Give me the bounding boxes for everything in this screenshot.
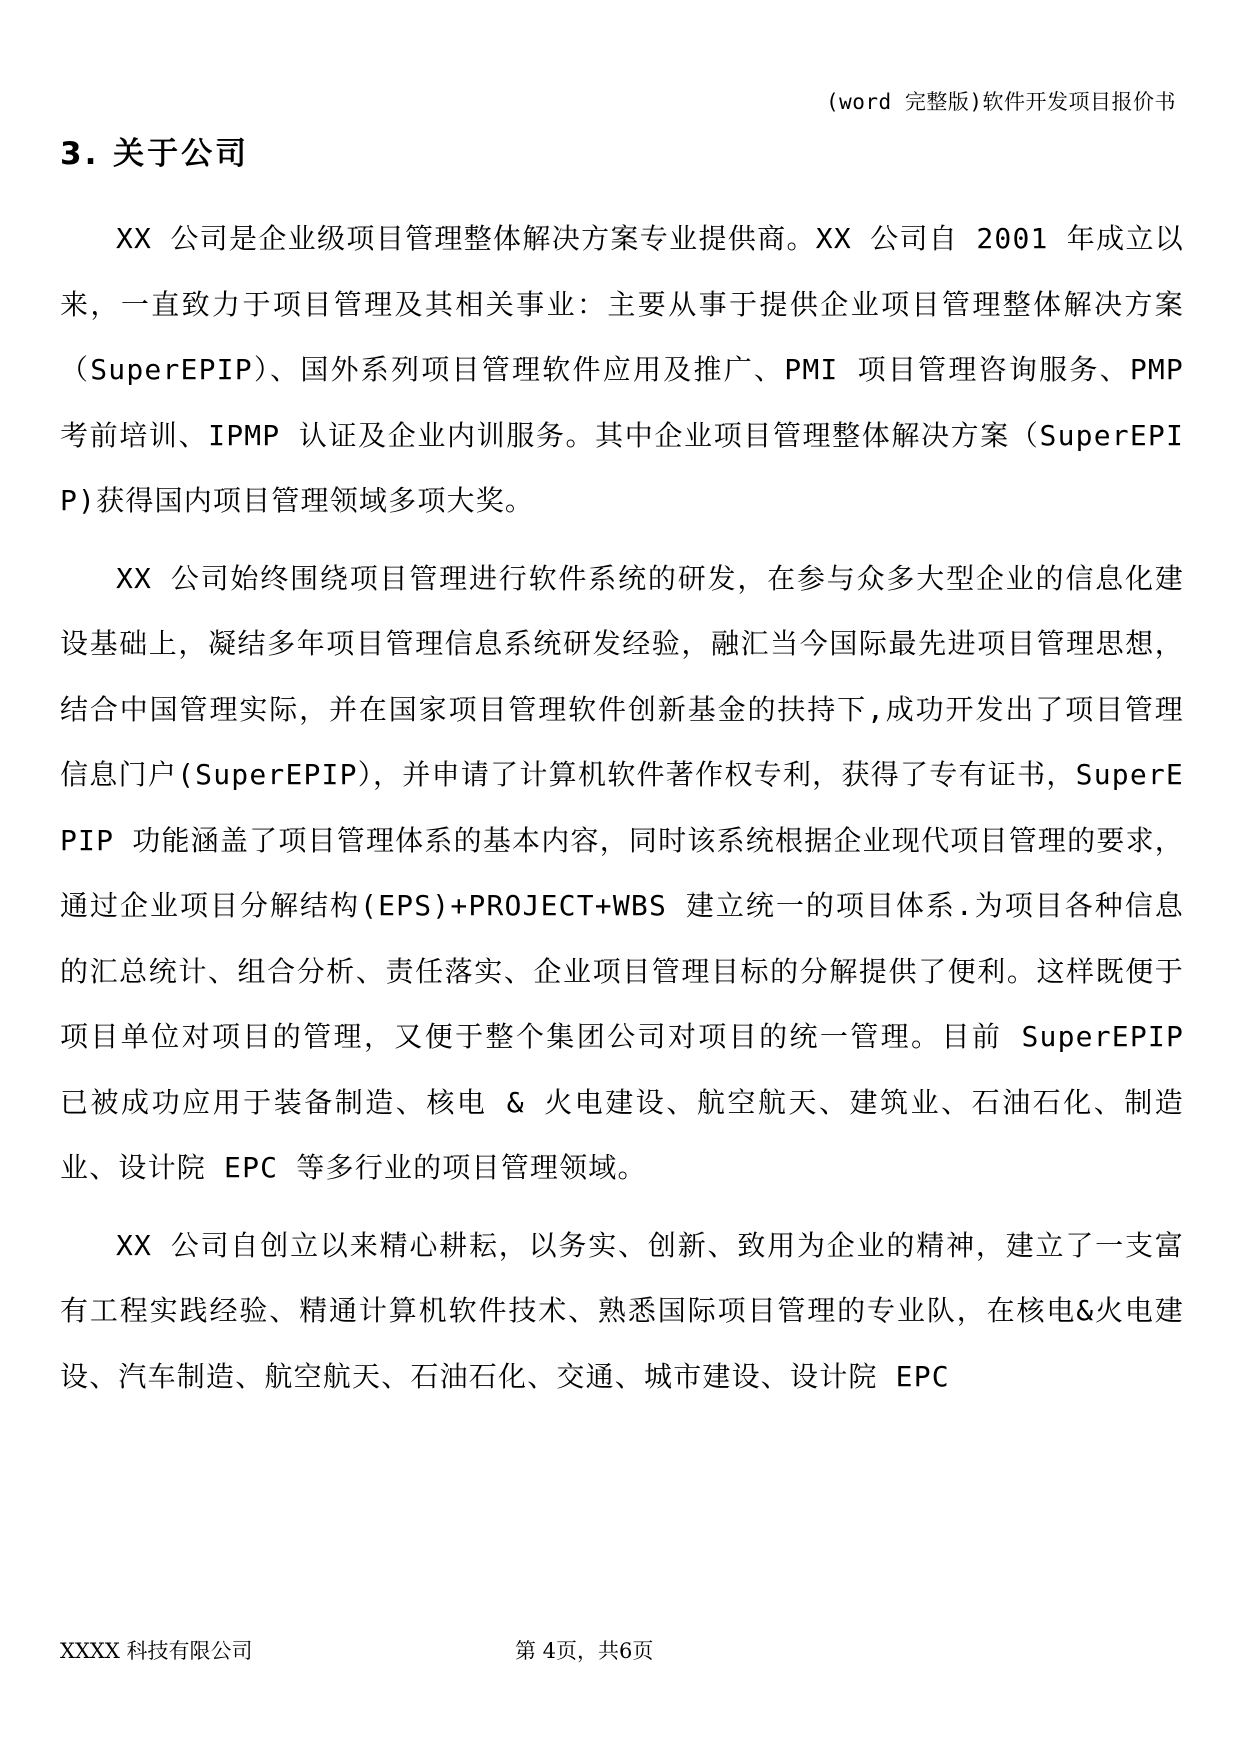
body-text [60,206,1184,1421]
paragraph-team: XX 公司自创立以来精心耕耘，以务实、创新、致用为企业的精神，建立了一支富有工程实践经验、精通计算机软件技术、熟悉国际项目管理的专业队，在核电&火电建设、汽车制造、航空航天、石油石化、交通、城市建设、设计院 EPC [60,1228,1184,1393]
paragraph-company-overview: XX 公司是企业级项目管理整体解决方案专业提供商。XX 公司自 2001 年成立以来，一直致力于项目管理及其相关事业：主要从事于提供企业项目管理整体解决方案（SuperEPIP）、国外系列项目管理软件应用及推广、PMI 项目管理咨询服务、PMP 考前培训、IPMP 认证及企业内训服务。其中企业项目管理整体解决方案（SuperEPIP)获得国内项目管理领域多项大奖。 [60,222,1184,517]
paragraph-product-development: XX 公司始终围绕项目管理进行软件系统的研发，在参与众多大型企业的信息化建设基础上，凝结多年项目管理信息系统研发经验，融汇当今国际最先进项目管理思想，结合中国管理实际，并在国家项目管理软件创新基金的扶持下,成功开发出了项目管理信息门户(SuperEPIP），并申请了计算机软件著作权专利，获得了专有证书，SuperEPIP 功能涵盖了项目管理体系的基本内容，同时该系统根据企业现代项目管理的要求，通过企业项目分解结构(EPS)+PROJECT+WBS 建立统一的项目体系.为项目各种信息的汇总统计、组合分析、责任落实、企业项目管理目标的分解提供了便利。这样既便于项目单位对项目的管理，又便于整个集团公司对项目的统一管理。目前 SuperEPIP 已被成功应用于装备制造、核电 & 火电建设、航空航天、建筑业、石油石化、制造业、设计院 EPC 等多行业的项目管理领域。 [60,561,1184,1184]
page-footer [60,1635,1184,1665]
running-header: (word 完整版)软件开发项目报价书 [825,90,1176,114]
section-heading: 3. 关于公司 [60,136,250,172]
footer-page-number: 第 4页，共6页 [515,1639,654,1663]
footer-company-name: XXXX 科技有限公司 [60,1639,253,1663]
